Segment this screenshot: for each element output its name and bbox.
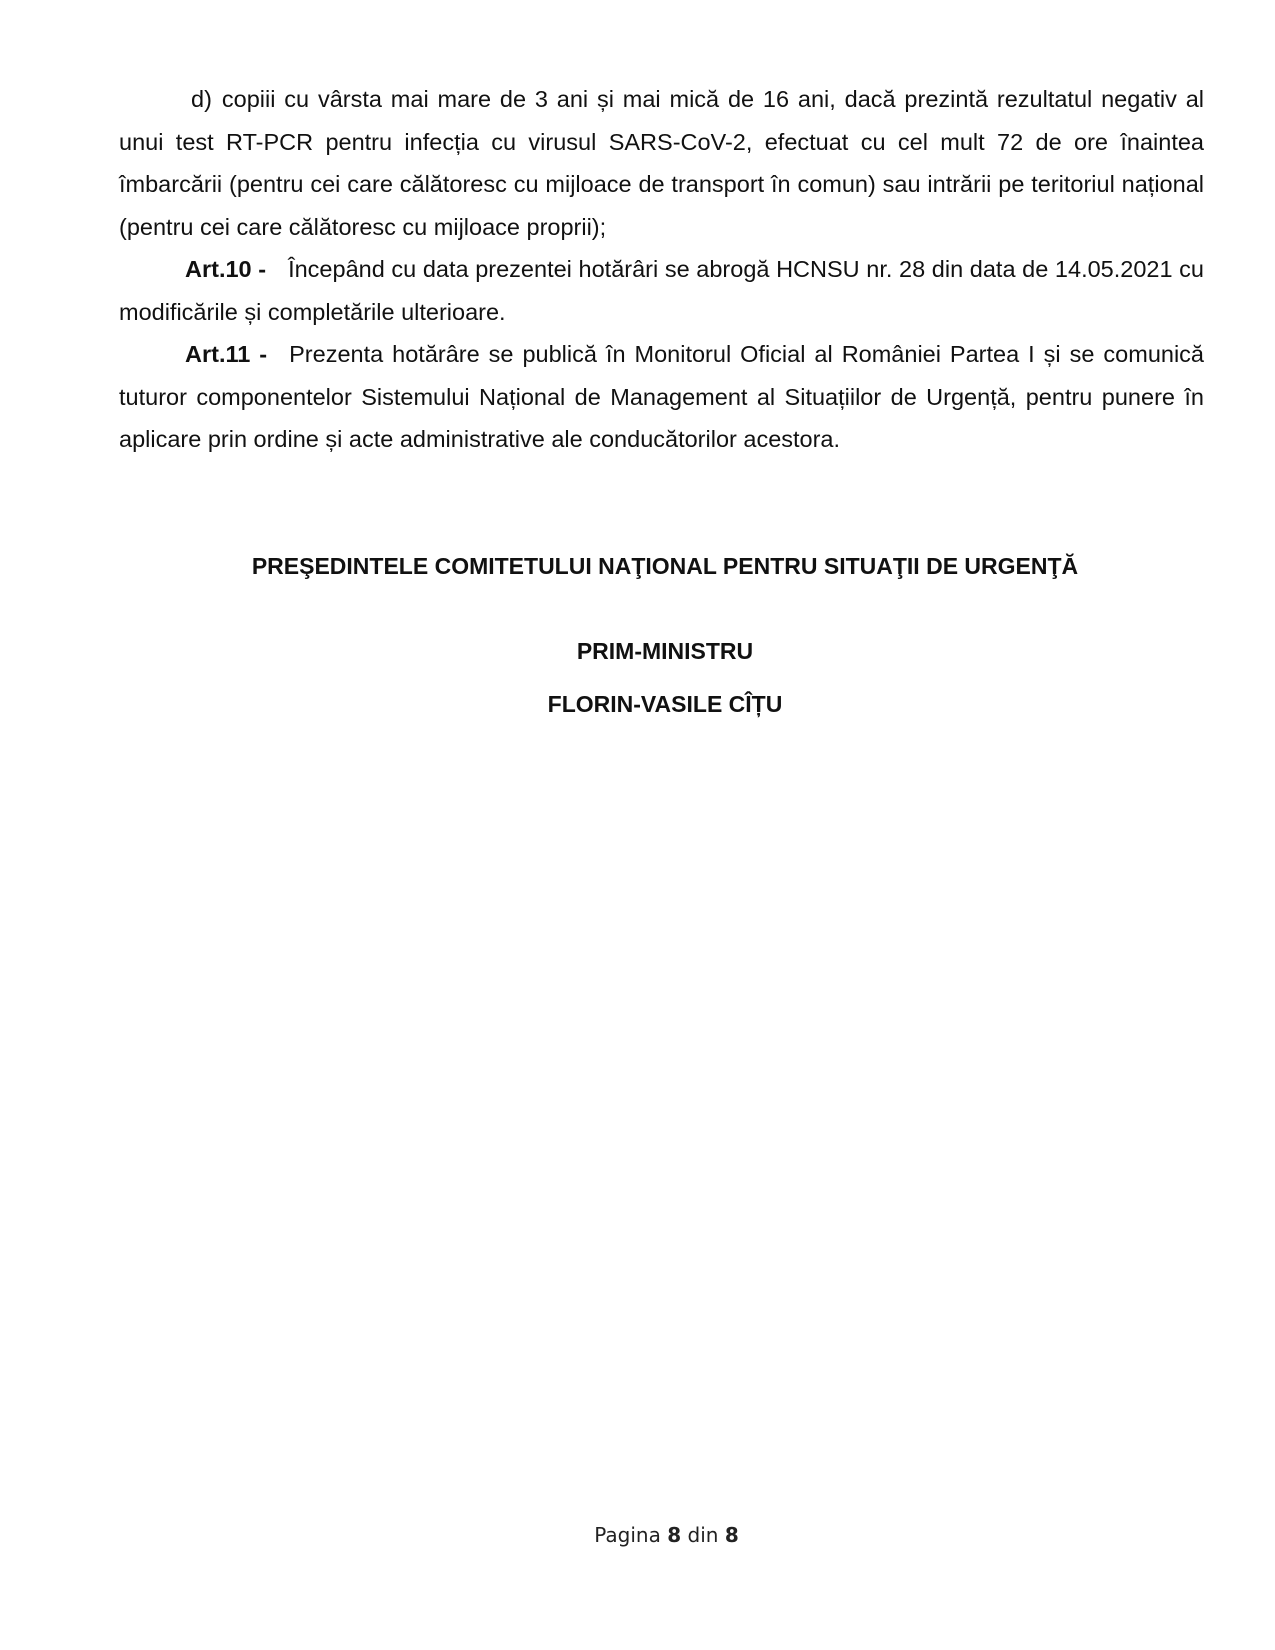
- signature-role: PRIM-MINISTRU: [576, 638, 754, 664]
- article-10: [119, 248, 1204, 333]
- list-item-label: d): [191, 86, 212, 112]
- paragraph-d-text: copiii cu vârsta mai mare de 3 ani și mai mică de 16 ani, dacă prezintă rezultatul negativ al unui test RT-PCR pentru infecția cu virusul SARS-CoV-2, efectuat cu cel mult 72 de ore înaintea îmbarcării (pentru cei care călătoresc cu mijloace de transport în comun) sau intrării pe teritoriul național (pentru cei care călătoresc cu mijloace proprii);: [119, 86, 1204, 240]
- footer-prefix: Pagina: [594, 1523, 661, 1547]
- article-11-label: Art.11 -: [185, 341, 268, 367]
- footer-separator: din: [687, 1523, 719, 1547]
- article-11: [119, 333, 1204, 461]
- page-footer: [0, 1523, 1275, 1547]
- article-10-label: Art.10 -: [185, 256, 267, 282]
- signature-name: FLORIN-VASILE CÎȚU: [547, 691, 783, 717]
- article-10-text: Începând cu data prezentei hotărâri se abrogă HCNSU nr. 28 din data de 14.05.2021 cu modificările și completările ulterioare.: [119, 256, 1204, 325]
- signature-title: PREŞEDINTELE COMITETULUI NAŢIONAL PENTRU SITUAŢII DE URGENŢĂ: [251, 553, 1079, 579]
- article-11-text: Prezenta hotărâre se publică în Monitorul Oficial al României Partea I și se comunică tuturor componentelor Sistemului Național de Management al Situațiilor de Urgență, pentru punere în aplicare prin ordine și acte administrative ale conducătorilor acestora.: [119, 341, 1204, 452]
- total-page-count: 8: [724, 1523, 739, 1547]
- current-page-number: 8: [667, 1523, 682, 1547]
- paragraph-d: [119, 78, 1204, 248]
